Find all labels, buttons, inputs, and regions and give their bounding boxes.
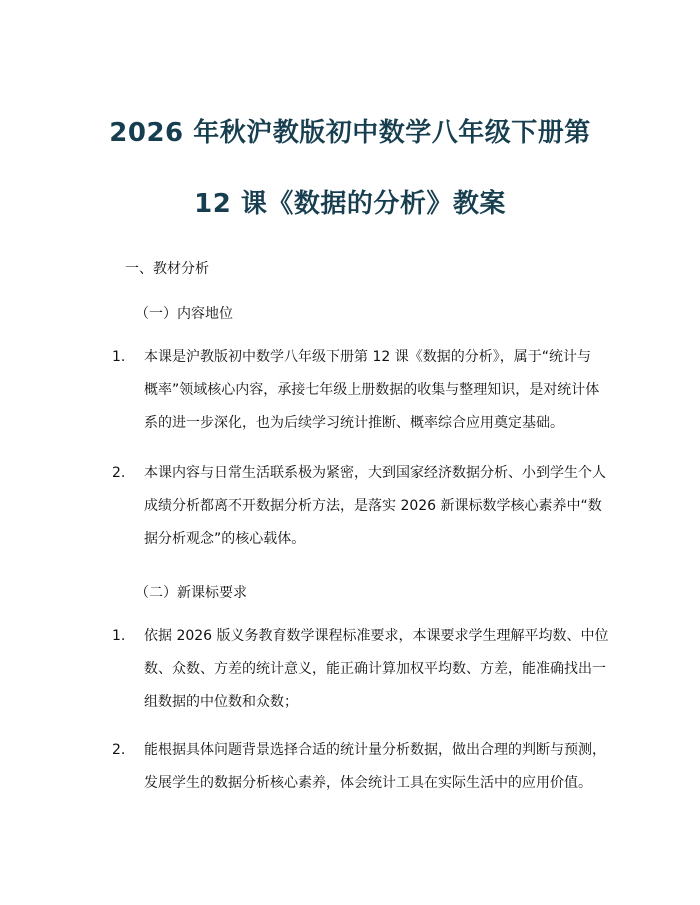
text-line: 组数据的中位数和众数；	[144, 694, 298, 710]
text-line: 依据 2026 版义务教育数学课程标准要求，本课要求学生理解平均数、中位	[144, 628, 609, 644]
text-line: 能根据具体问题背景选择合适的统计量分析数据，做出合理的判断与预测，	[144, 742, 606, 758]
list-item-number: 1.	[112, 349, 126, 365]
list-item	[112, 620, 612, 719]
subsection-heading-curriculum-requirements: （二）新课标要求	[135, 585, 247, 601]
list-item-number: 2.	[112, 742, 126, 758]
list-item-text	[144, 620, 612, 719]
text-line: 成绩分析都离不开数据分析方法，是落实 2026 新课标数学核心素养中“数	[144, 498, 602, 514]
list-item-text	[144, 734, 612, 800]
text-line: 本课是沪教版初中数学八年级下册第 12 课《数据的分析》，属于“统计与	[144, 349, 591, 365]
list-item	[112, 341, 612, 440]
list-item	[112, 734, 612, 800]
text-line: 据分析观念”的核心载体。	[144, 531, 306, 547]
section-heading-textbook-analysis: 一、教材分析	[125, 261, 209, 277]
list-item-text	[144, 457, 612, 556]
text-line: 概率”领域核心内容，承接七年级上册数据的收集与整理知识，是对统计体	[144, 382, 600, 398]
document-title-line-1: 2026 年秋沪教版初中数学八年级下册第	[109, 118, 591, 148]
text-line: 本课内容与日常生活联系极为紧密，大到国家经济数据分析、小到学生个人	[144, 465, 606, 481]
text-line: 发展学生的数据分析核心素养，体会统计工具在实际生活中的应用价值。	[144, 775, 592, 791]
list-item-text	[144, 341, 612, 440]
text-line: 数、众数、方差的统计意义，能正确计算加权平均数、方差，能准确找出一	[144, 661, 606, 677]
document-title-line-2: 12 课《数据的分析》教案	[194, 189, 506, 219]
list-item	[112, 457, 612, 556]
subsection-heading-content-position: （一）内容地位	[135, 306, 233, 322]
list-item-number: 2.	[112, 465, 126, 481]
list-item-number: 1.	[112, 628, 126, 644]
text-line: 系的进一步深化，也为后续学习统计推断、概率综合应用奠定基础。	[144, 415, 564, 431]
